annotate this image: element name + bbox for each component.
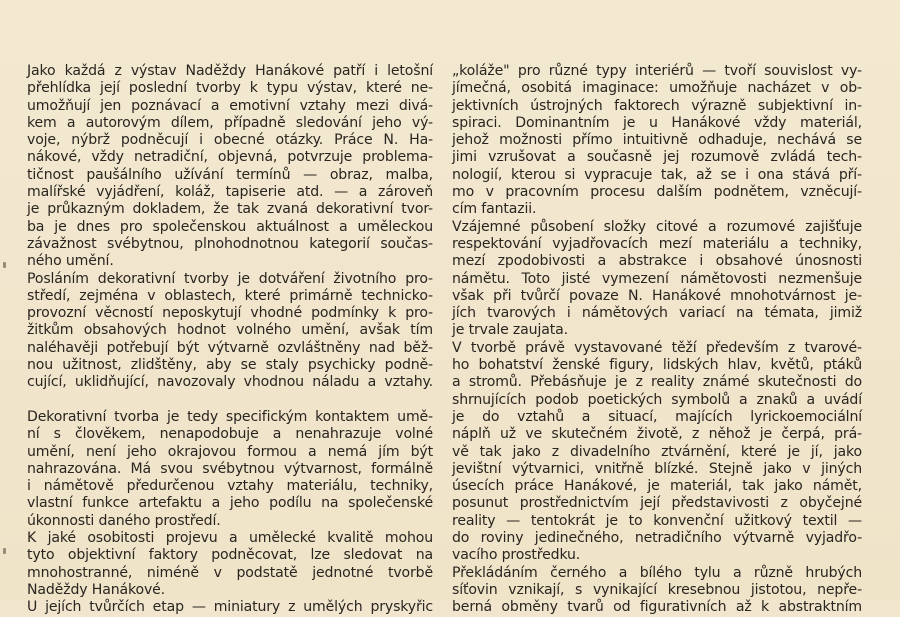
left-column-line: ní s člověkem, nenapodobuje a nenahrazuje volné — [27, 426, 433, 443]
left-column-line: voje, nýbrž podněcují i obecné otázky. Práce N. Ha- — [27, 132, 433, 149]
left-column-line: U jejích tvůrčích etap — miniatury z umělých pryskyřic — [27, 599, 433, 616]
right-column-line: náplň už ve skutečném životě, z něhož je čerpá, prá- — [452, 426, 862, 443]
left-column-line: Posláním dekorativní tvorby je dotváření životního pro- — [27, 270, 433, 287]
right-column-line: mezí zpodobivosti a abstrakce i obsahové únosnosti — [452, 253, 862, 270]
right-column-line: respektování vyjadřovacích mezí materiálu a techniky, — [452, 235, 862, 252]
right-column-line: vě tak jako z divadelního ztvárnění, které je jí, jako — [452, 443, 862, 460]
right-column-line: námětu. Toto jisté vymezení námětovosti nezmenšuje — [452, 270, 862, 287]
right-column-line: do roviny jedinečného, netradičního výtvarně vyjadřo- — [452, 530, 862, 547]
right-column-line: je do vztahů a situací, majících lyrickoemociální — [452, 408, 862, 425]
margin-mark — [3, 262, 6, 268]
left-column-line: ba je dnes pro společenskou aktuálnost a uměleckou — [27, 218, 433, 235]
left-column-line: naléhavěji potřebují být výtvarně ozvláštněny nad běž- — [27, 339, 433, 356]
left-column-line: nákové, vždy netradiční, objevná, potvrzuje problema- — [27, 149, 433, 166]
left-column-line: tičnost paušálního užívání termínů — obraz, malba, — [27, 166, 433, 183]
right-column-line: je trvale zaujata. — [452, 322, 568, 339]
left-column-line: závažnost svébytnou, plnohodnotnou kategorií součas- — [27, 235, 433, 252]
left-column-line: umění, není jeho okrajovou formou a nemá jím být — [27, 443, 433, 460]
right-column-line: vacího prostředku. — [452, 547, 581, 564]
left-column-line: K jaké osobitosti projevu a umělecké kvalitě mohou — [27, 530, 433, 547]
margin-mark — [3, 548, 6, 554]
right-column-line: jímečná, osobitá imaginace: umožňuje nacházet v ob- — [452, 80, 862, 97]
right-text-column — [452, 63, 862, 617]
left-column-line: i námětově předurčenou vztahy materiálu, techniky, — [27, 478, 433, 495]
right-column-line: „koláže" pro různé typy interiérů — tvoří souvislost vy- — [452, 63, 862, 79]
left-column-line: Dekorativní tvorba je tedy specifickým kontaktem umě- — [27, 408, 433, 425]
right-column-line: jimi vzrušovat a současně jej rozumově zvládá tech- — [452, 149, 862, 166]
left-column-line: Naděždy Hanákové. — [27, 581, 165, 598]
right-column-line: nologií, kterou si vypracuje tak, až se i ona stává pří- — [452, 166, 862, 183]
right-column-line: síťovin vznikají, s vynikající kresebnou jistotou, nepře- — [452, 581, 862, 598]
right-column-line: úsecích práce Hanákové, je materiál, tak jako námět, — [452, 478, 862, 495]
left-column-line: mnohostranné, niméně v podstatě jednotné tvorbě — [27, 564, 433, 581]
left-column-line: umožňují jen poznávací a emotivní vztahy mezi divá- — [27, 97, 433, 114]
right-column-line: ho bohatství ženské figury, lidských hlav, květů, ptáků — [452, 357, 862, 374]
right-column-line: Překládáním černého a bílého tylu a různě hrubých — [452, 564, 862, 581]
left-text-column — [27, 63, 433, 617]
left-column-line: Jako každá z výstav Naděždy Hanákové patří i letošní — [27, 63, 433, 79]
right-column-line: shrnujících podob poetických symbolů a znaků a uvádí — [452, 391, 862, 408]
left-column-line: malířské vyjádření, koláž, tapiserie atd. — a zároveň — [27, 184, 433, 201]
right-column-line: spiraci. Dominantním je u Hanákové vždy materiál, — [452, 114, 862, 131]
right-column-line: posunut prostřednictvím její představivosti z obyčejné — [452, 495, 862, 512]
right-column-line: Vzájemné působení složky citové a rozumové zajišťuje — [452, 218, 862, 235]
left-column-line: kem a autorovým dílem, případně sledování jeho vý- — [27, 114, 433, 131]
right-column-line: a stromů. Přebásňuje je z reality známé skutečnosti do — [452, 374, 862, 391]
right-column-line: berná obměny tvarů od figurativních až k abstraktním — [452, 599, 862, 616]
right-column-line: V tvorbě právě vystavované těží především z tvarové- — [452, 339, 862, 356]
left-column-line: přehlídka její poslední tvorby k typu výstav, které ne- — [27, 80, 433, 97]
left-column-line: úkonnosti daného prostředí. — [27, 512, 221, 529]
left-column-line: nou užitnost, zlidštěny, aby se staly psychicky podně- — [27, 357, 433, 374]
right-column-line: reality — tentokrát je to konvenční užitkový textil — — [452, 512, 862, 529]
left-column-line: nahrazována. Má svou svébytnou výtvarnost, formálně — [27, 460, 433, 477]
right-column-line: však při tvůrčí povaze N. Hanákové mnohotvárnost je- — [452, 287, 862, 304]
left-column-line: je průkazným dokladem, že tak zvaná dekorativní tvor- — [27, 201, 433, 218]
left-column-line: provozní věcností neposkytují vhodné podmínky k pro- — [27, 305, 433, 322]
left-column-line: vlastní funkce artefaktu a jeho podílu na společenské — [27, 495, 433, 512]
left-column-line: cující, uklidňující, navozovaly vhodnou náladu a vztahy. — [27, 374, 433, 391]
left-column-line: žitkům obsahových hodnot volného umění, avšak tím — [27, 322, 433, 339]
left-column-line — [27, 392, 433, 409]
right-column-line: mo v pracovním procesu dalším podnětem, vzněcují- — [452, 184, 862, 201]
left-column-line: tyto objektivní faktory podněcovat, lze sledovat na — [27, 547, 433, 564]
right-column-line: jehož možnosti přímo intuitivně odhaduje, nechává se — [452, 132, 862, 149]
right-column-line: jektivních ústrojných faktorech výrazně subjektivní in- — [452, 97, 862, 114]
right-column-line: jevištní výtvarnici, vnitřně blízké. Stejně jako v jiných — [452, 460, 862, 477]
left-column-line: středí, zejména v oblastech, které primárně technicko- — [27, 287, 433, 304]
right-column-line: cím fantazii. — [452, 201, 537, 218]
right-column-line: jích tvarových i námětových variací na témata, jimiž — [452, 305, 862, 322]
left-column-line: ného umění. — [27, 253, 114, 270]
